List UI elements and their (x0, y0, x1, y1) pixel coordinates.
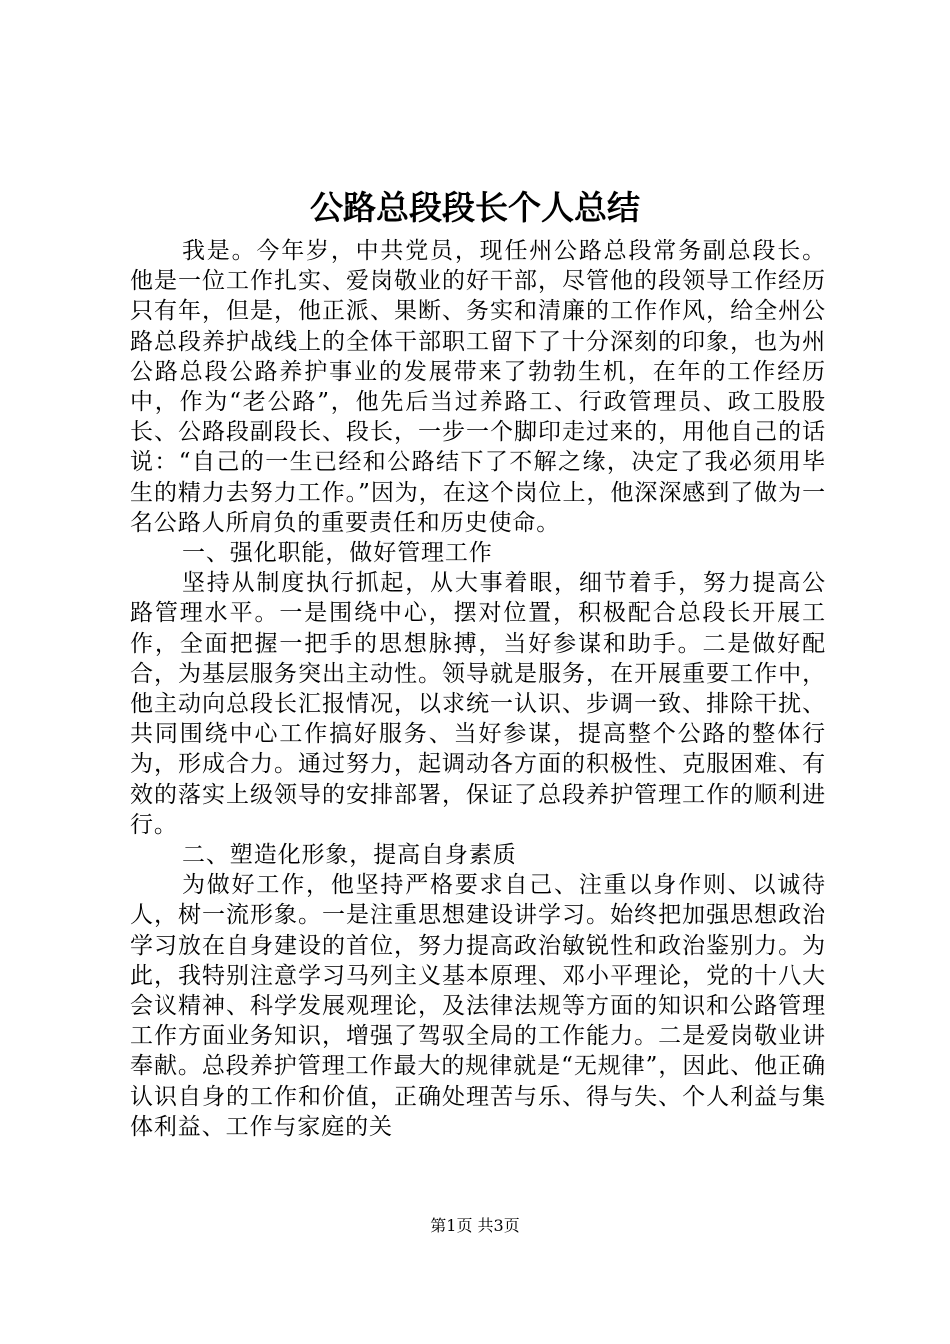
section-2-paragraph: 为做好工作，他坚持严格要求自己、注重以身作则、以诚待人，树一流形象。一是注重思想建设讲学习。始终把加强思想政治学习放在自身建设的首位，努力提高政治敏锐性和政治鉴别力。为此，我特别注意学习马列主义基本原理、邓小平理论，党的十八大会议精神、科学发展观理论，及法律法规等方面的知识和公路管理工作方面业务知识，增强了驾驭全局的工作能力。二是爱岗敬业讲奉献。总段养护管理工作最大的规律就是“无规律”，因此、他正确认识自身的工作和价值，正确处理苦与乐、得与失、个人利益与集体利益、工作与家庭的关 (130, 872, 826, 1140)
document-body (130, 236, 826, 1142)
section-1-paragraph: 坚持从制度执行抓起，从大事着眼，细节着手，努力提高公路管理水平。一是围绕中心，摆对位置，积极配合总段长开展工作，全面把握一把手的思想脉搏，当好参谋和助手。二是做好配合，为基层服务突出主动性。领导就是服务，在开展重要工作中，他主动向总段长汇报情况，以求统一认识、步调一致、排除干扰、共同围绕中心工作搞好服务、当好参谋，提高整个公路的整体行为，形成合力。通过努力，起调动各方面的积极性、克服困难、有效的落实上级领导的安排部署，保证了总段养护管理工作的顺利进行。 (130, 570, 826, 838)
document-title: 公路总段段长个人总结 (310, 188, 640, 227)
page-footer: 第1页 共3页 (430, 1216, 520, 1235)
intro-paragraph: 我是。今年岁，中共党员，现任州公路总段常务副总段长。他是一位工作扎实、爱岗敬业的好干部，尽管他的段领导工作经历只有年，但是，他正派、果断、务实和清廉的工作作风，给全州公路总段养护战线上的全体干部职工留下了十分深刻的印象，也为州公路总段公路养护事业的发展带来了勃勃生机，在年的工作经历中，作为“老公路”，他先后当过养路工、行政管理员、政工股股长、公路段副段长、段长，一步一个脚印走过来的，用他自己的话说：“自己的一生已经和公路结下了不解之缘，决定了我必须用毕生的精力去努力工作。”因为，在这个岗位上，他深深感到了做为一名公路人所肩负的重要责任和历史使命。 (130, 238, 826, 536)
section-heading-1: 一、强化职能，做好管理工作 (182, 540, 493, 567)
section-heading-2: 二、塑造化形象，提高自身素质 (182, 842, 517, 869)
